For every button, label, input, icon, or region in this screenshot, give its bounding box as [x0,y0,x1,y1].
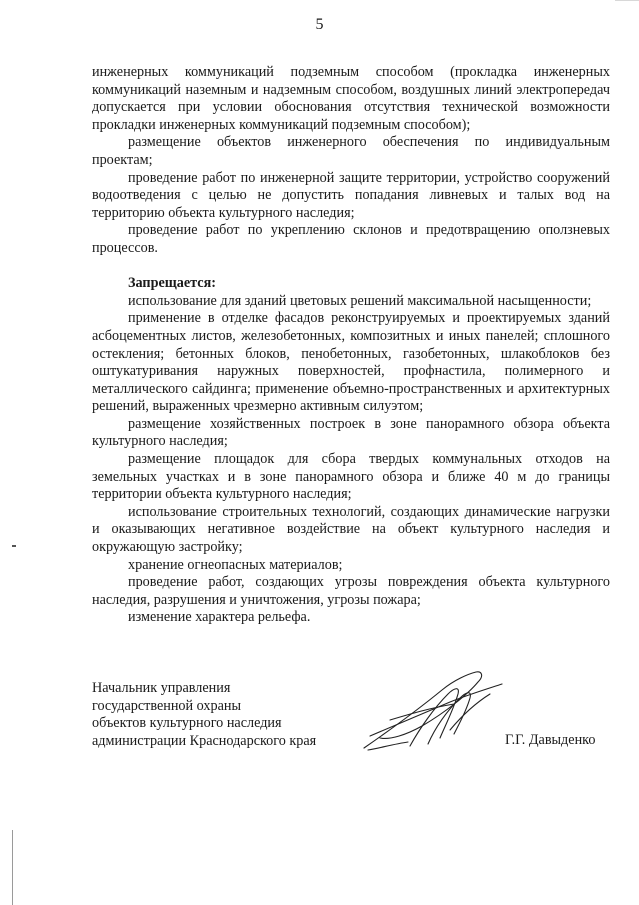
paragraph: изменение характера рельефа. [128,609,311,626]
paragraph: применение в отделке фасадов реконструируемых и проектируемых зданий асбоцементных листов, железобетонных, композитных и иных панелей; сплошного остекления; бетонных блоков, пенобетонных, газобетонных, шлакоблоков без оштукатуривания наружных поверхностей, профнастила, полимерного и металлического сайдинга; применение объемно-пространственных и архитектурных решений, выраженных чрезмерно активным силуэтом; [92,310,610,415]
scan-artifact-bottom [12,830,13,905]
paragraph: размещение объектов инженерного обеспечения по индивидуальным проектам; [92,134,610,168]
paragraph-continuation: инженерных коммуникаций подземным способом (прокладка инженерных коммуникаций наземным и надземным способом, воздушных линий электропередач допускается при условии обоснования отсутствия технической возможности прокладки инженерных коммуникаций подземным способом); [92,64,610,133]
handwritten-signature [350,668,510,753]
signatory-title [92,680,316,750]
page-number: 5 [315,16,324,33]
signatory-title-line: государственной охраны [92,697,242,714]
signatory-title-line: Начальник управления [92,680,231,696]
scan-artifact-left [12,545,16,547]
paragraph: использование строительных технологий, создающих динамические нагрузки и оказывающих негативное воздействие на объект культурного наследия и окружающую застройку; [92,503,610,556]
signatory-name: Г.Г. Давыденко [505,732,596,748]
signatory-title-line: объектов культурного наследия [92,715,282,732]
paragraph: хранение огнеопасных материалов; [128,556,343,573]
paragraph: проведение работ по укреплению склонов и предотвращению оползневых процессов. [92,222,610,256]
paragraph: размещение площадок для сбора твердых коммунальных отходов на земельных участках и в зоне панорамного обзора и ближе 40 м до границы территории объекта культурного наследия; [92,451,610,503]
paragraph: использование для зданий цветовых решений максимальной насыщенности; [128,292,592,309]
paragraph: проведение работ, создающих угрозы повреждения объекта культурного наследия, разрушения и уничтожения, угрозы пожара; [92,574,610,608]
signatory-title-line: администрации Краснодарского края [92,732,317,749]
paragraph: размещение хозяйственных построек в зоне панорамного обзора объекта культурного наследия; [92,415,610,450]
paragraph: проведение работ по инженерной защите территории, устройство сооружений водоотведения с целью не допустить попадания ливневых и талых вод на территорию объекта культурного наследия; [92,169,610,221]
document-body [92,64,610,627]
scan-artifact-top [615,0,639,1]
section-heading-prohibited: Запрещается: [128,275,216,292]
